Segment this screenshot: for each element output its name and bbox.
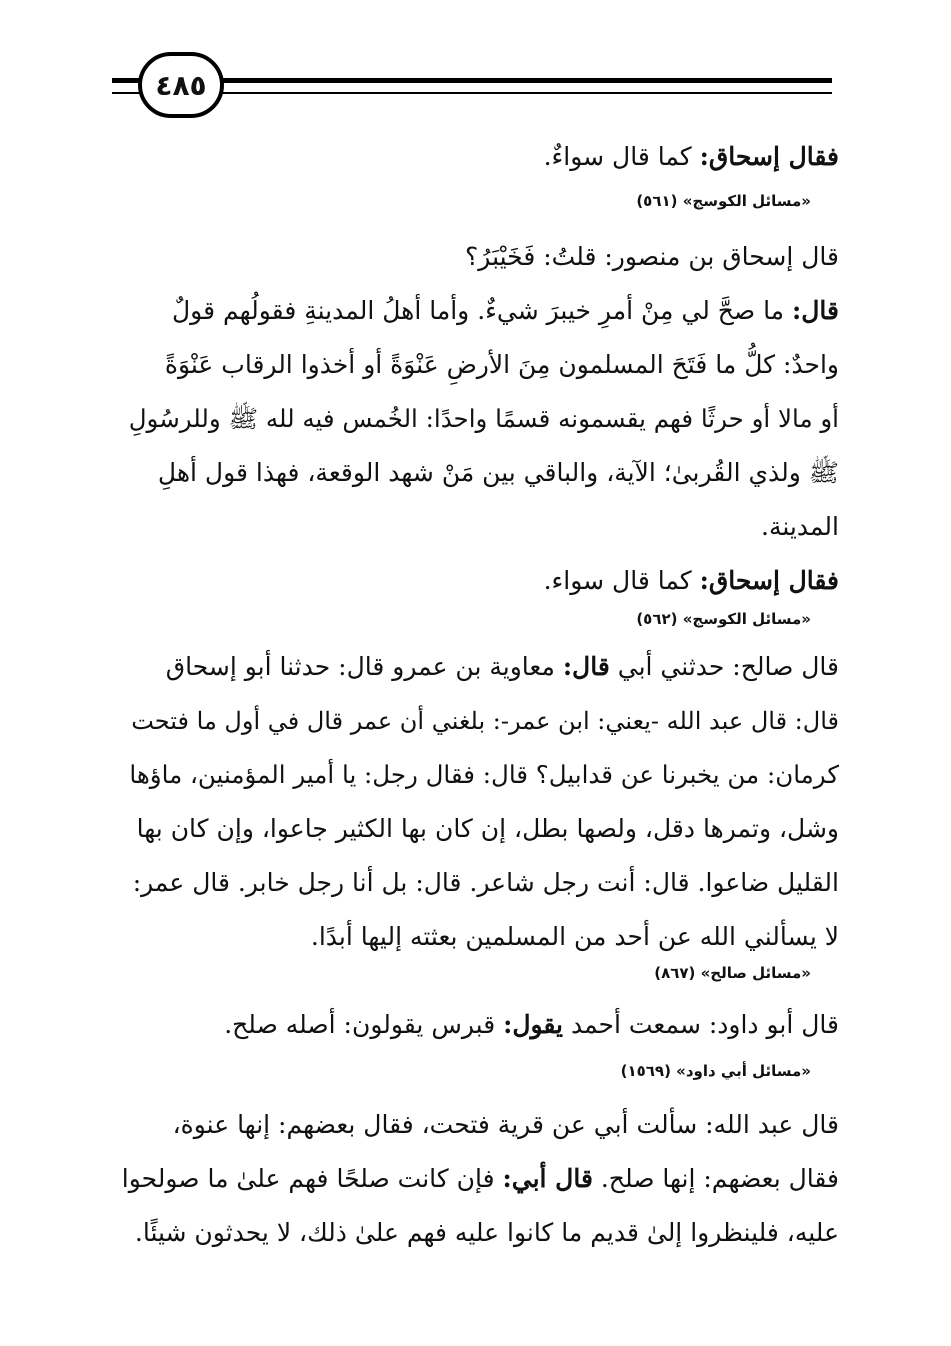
source-citation: «مسائل صالح» (٨٦٧): [654, 964, 811, 982]
text-line: القليل ضاعوا. قال: أنت رجل شاعر. قال: بل أنا رجل خابر. قال عمر:: [132, 868, 839, 897]
source-citation: «مسائل الكوسج» (٥٦٢): [636, 610, 811, 628]
text-line: عليه، فلينظروا إلىٰ قديم ما كانوا عليه فهم علىٰ ذلك، لا يحدثون شيئًا.: [134, 1218, 839, 1247]
text-line: لا يسألني الله عن أحد من المسلمين بعثته إليها أبدًا.: [310, 922, 839, 951]
text-line: قال عبد الله: سألت أبي عن قرية فتحت، فقال بعضهم: إنها عنوة،: [172, 1110, 839, 1139]
paragraph: [119, 998, 839, 1052]
text-line: قال: قال عبد الله -يعني: ابن عمر-: بلغني أن عمر قال في أول ما فتحت: [131, 707, 839, 735]
text-line: فقال بعضهم: إنها صلح. قال أبي: فإن كانت صلحًا فهم علىٰ ما صولحوا: [121, 1164, 839, 1193]
text-line: قال صالح: حدثني أبي قال: معاوية بن عمرو قال: حدثنا أبو إسحاق: [165, 652, 839, 681]
paragraph: [119, 130, 839, 184]
text-line: فقال إسحاق: كما قال سواءٌ.: [543, 142, 839, 171]
page-number: ٤٨٥: [138, 52, 224, 118]
paragraph: [119, 1098, 839, 1260]
source-citation: «مسائل أبي داود» (١٥٦٩): [620, 1062, 811, 1080]
text-line: قال إسحاق بن منصور: قلتُ: فَخَيْبَرُ؟: [465, 242, 839, 271]
text-line: واحدٌ: كلُّ ما فَتَحَ المسلمون مِنَ الأرضِ عَنْوَةً أو أخذوا الرقاب عَنْوَةً: [164, 350, 839, 379]
text-line: فقال إسحاق: كما قال سواء.: [543, 566, 839, 595]
text-line: أو مالا أو حرثًا فهم يقسمونه قسمًا واحدًا: الخُمس فيه لله ﷺ وللرسُولِ: [128, 404, 839, 433]
text-line: كرمان: من يخبرنا عن قدابيل؟ قال: فقال رجل: يا أمير المؤمنين، ماؤها: [129, 760, 839, 789]
paragraph: [119, 230, 839, 608]
text-line: ﷺ ولذي القُربىٰ؛ الآية، والباقي بين مَنْ شهد الوقعة، فهذا قول أهلِ: [157, 458, 839, 487]
paragraph: [119, 640, 839, 964]
source-citation: «مسائل الكوسج» (٥٦١): [636, 192, 811, 210]
text-line: المدينة.: [761, 512, 839, 541]
text-line: وشل، وتمرها دقل، ولصها بطل، إن كان بها الكثير جاعوا، وإن كان بها: [136, 814, 839, 843]
text-line: قال أبو داود: سمعت أحمد يقول: قبرس يقولون: أصله صلح.: [224, 1010, 839, 1039]
text-line: قال: ما صحَّ لي مِنْ أمرِ خيبرَ شيءٌ. وأما أهلُ المدينةِ فقولُهم قولٌ: [172, 296, 839, 325]
